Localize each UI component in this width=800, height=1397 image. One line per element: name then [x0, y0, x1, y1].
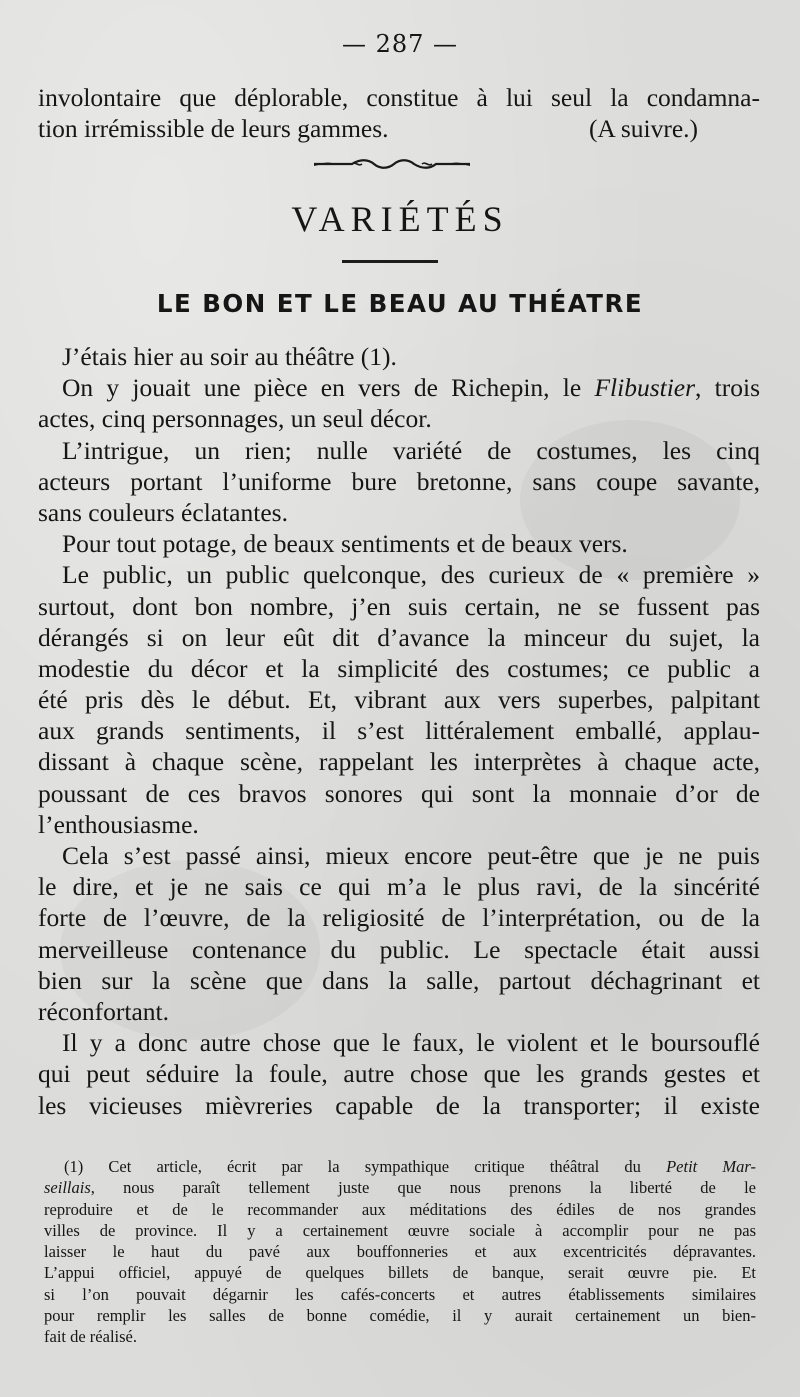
text-line: Cela s’est passé ainsi, mieux encore peut-être que je ne puis: [62, 841, 760, 870]
title-rule: [342, 260, 438, 263]
text-line: Pour tout potage, de beaux sentiments et de beaux vers.: [62, 529, 628, 559]
footnote-line: pour remplir les salles de bonne comédie, il y aurait certainement un bien-: [44, 1306, 756, 1326]
continuation-last-line: tion irrémissible de leurs gammes.: [38, 114, 389, 144]
footnote: [44, 1156, 756, 1348]
text-line: Il y a donc autre chose que le faux, le violent et le boursouflé: [62, 1028, 760, 1058]
text-line: dissant à chaque scène, rappelant les interprètes à chaque acte,: [38, 747, 760, 777]
footnote-line: seillais, nous paraît tellement juste que nous prenons la liberté de le: [44, 1178, 756, 1198]
section-title: VARIÉTÉS: [291, 199, 509, 239]
text-line: merveilleuse contenance du public. Le spectacle était aussi: [38, 934, 760, 964]
footnote-line: si l’on pouvait dégarnir les cafés-concerts et autres établissements similaires: [44, 1284, 756, 1304]
text-line: aux grands sentiments, il s’est littéralement emballé, applau-: [38, 716, 760, 746]
text-line: qui peut séduire la foule, autre chose que les grands gestes et: [38, 1059, 760, 1089]
text-line: forte de l’œuvre, de la religiosité de l’interprétation, ou de la: [38, 903, 760, 933]
article-title: LE BON ET LE BEAU AU THÉATRE: [156, 289, 644, 318]
text-line: sans couleurs éclatantes.: [38, 497, 288, 527]
footnote-line: reproduire et de le recommander aux méditations des édiles de nos grandes: [44, 1199, 756, 1219]
text-line: actes, cinq personnages, un seul décor.: [38, 404, 432, 434]
text-line: bien sur la scène que dans la salle, partout déchagrinant et: [38, 965, 760, 995]
footnote-line: (1) Cet article, écrit par la sympathique critique théâtral du Petit Mar-: [64, 1157, 756, 1176]
text-line: Le public, un public quelconque, des curieux de « première »: [62, 560, 760, 590]
footnote-line: L’appui officiel, appuyé de quelques billets de banque, serait œuvre pie. Et: [44, 1263, 756, 1283]
text-line: On y jouait une pièce en vers de Richepin, le Flibustier, trois: [62, 373, 760, 403]
to-be-continued-note: (A suivre.): [588, 114, 698, 144]
text-line: acteurs portant l’uniforme bure bretonne, sans coupe savante,: [38, 466, 760, 496]
text-line: J’étais hier au soir au théâtre (1).: [62, 342, 397, 371]
footnote-line: fait de réalisé.: [44, 1327, 137, 1347]
text-line: les vicieuses mièvreries capable de la transporter; il existe: [38, 1090, 760, 1120]
text-line: [38, 113, 760, 144]
text-line: modestie du décor et la simplicité des costumes; ce public a: [38, 653, 760, 683]
text-line: le dire, et je ne sais ce qui m’a le plus ravi, de la sincérité: [38, 872, 760, 902]
continuation-text: [38, 82, 760, 144]
ornament-divider-icon: [312, 155, 472, 173]
footnote-line: laisser le haut du pavé aux bouffonneries et aux excentricités dépravantes.: [44, 1242, 756, 1262]
text-line: surtout, dont bon nombre, j’en suis certain, ne se fussent pas: [38, 591, 760, 621]
text-line: l’enthousiasme.: [38, 809, 199, 839]
text-line: L’intrigue, un rien; nulle variété de costumes, les cinq: [62, 435, 760, 465]
text-line: été pris dès le début. Et, vibrant aux vers superbes, palpitant: [38, 685, 760, 715]
article-body: [38, 341, 760, 1121]
page-number: — 287 —: [341, 30, 459, 58]
footnote-line: villes de province. Il y a certainement œuvre sociale à accomplir pour ne pas: [44, 1220, 756, 1240]
text-line: réconfortant.: [38, 996, 169, 1026]
text-line: poussant de ces bravos sonores qui sont la monnaie d’or de: [38, 778, 760, 808]
text-line: dérangés si on leur eût dit d’avance la minceur du sujet, la: [38, 622, 760, 652]
text-line: involontaire que déplorable, constitue à lui seul la condamna-: [38, 83, 760, 112]
